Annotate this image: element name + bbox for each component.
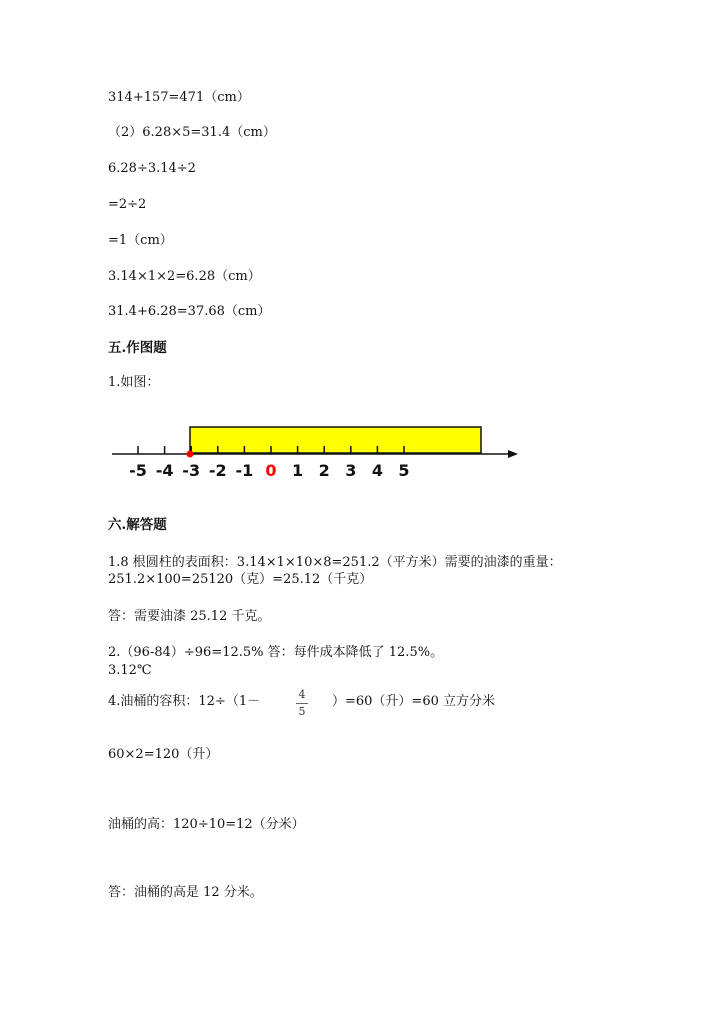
- question-2: 2.（96-84）÷96=12.5% 答：每件成本降低了 12.5%。: [108, 645, 444, 660]
- question-3: 3.12℃: [108, 663, 152, 678]
- number-line-figure: [108, 420, 528, 490]
- number-line-label: -2: [208, 461, 227, 480]
- number-line-label: 4: [371, 461, 383, 480]
- calc-line-4: =2÷2: [108, 197, 147, 212]
- calc-line-3: 6.28÷3.14÷2: [108, 161, 196, 176]
- number-line-label: 5: [398, 461, 410, 480]
- question-4-line-2: 60×2=120（升）: [108, 747, 219, 762]
- fraction-bar: [296, 703, 308, 704]
- question-1-line-1: 1.8 根圆柱的表面积：3.14×1×10×8=251.2（平方米）需要的油漆的重量：: [108, 555, 562, 570]
- calc-line-1: 314+157=471（cm）: [108, 90, 250, 105]
- number-line-point: [187, 451, 194, 458]
- number-line-label: 3: [345, 461, 357, 480]
- number-line-label: -3: [182, 461, 201, 480]
- answer-1: 答：需要油漆 25.12 千克。: [108, 609, 271, 624]
- number-line-label: 0: [265, 461, 277, 480]
- number-line-label: -1: [235, 461, 254, 480]
- question-1-line-2: 251.2×100=25120（克）=25.12（千克）: [108, 572, 373, 587]
- number-line-label: 1: [292, 461, 304, 480]
- figure-caption: 1.如图：: [108, 375, 160, 390]
- fraction-denominator: 5: [298, 705, 306, 718]
- section-heading-6: 六.解答题: [108, 517, 167, 533]
- calc-line-5: =1（cm）: [108, 233, 173, 248]
- question-4-line-1-start: 4.油桶的容积：12÷（1－: [108, 694, 261, 709]
- question-4-line-3: 油桶的高：120÷10=12（分米）: [108, 817, 305, 832]
- fraction-numerator: 4: [298, 688, 306, 701]
- number-line-label: -5: [129, 461, 147, 480]
- question-4-line-1-end: ）=60（升）=60 立方分米: [332, 694, 496, 709]
- answer-4: 答：油桶的高是 12 分米。: [108, 885, 263, 900]
- number-line-arrow: [508, 450, 518, 458]
- number-line-label: -4: [155, 461, 174, 480]
- calc-line-2: （2）6.28×5=31.4（cm）: [108, 125, 276, 140]
- calc-line-6: 3.14×1×2=6.28（cm）: [108, 269, 261, 284]
- number-line-label: 2: [318, 461, 330, 480]
- section-heading-5: 五.作图题: [108, 340, 167, 356]
- number-line-highlight: [190, 427, 481, 453]
- calc-line-7: 31.4+6.28=37.68（cm）: [108, 304, 271, 319]
